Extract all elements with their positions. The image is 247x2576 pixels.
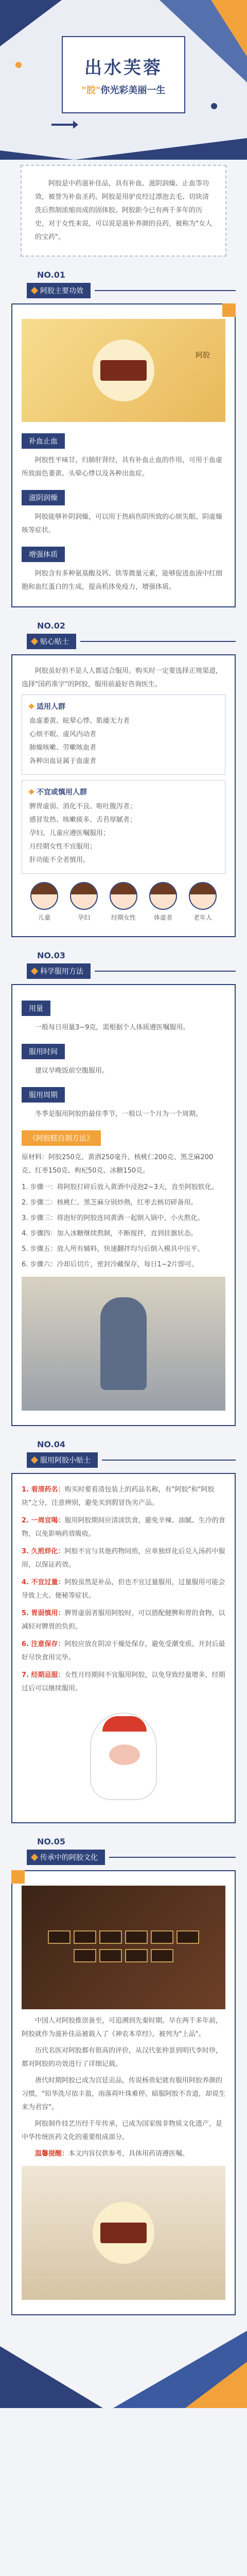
- page-subtitle: [82, 83, 166, 96]
- suitable-box: [22, 694, 225, 775]
- person-icon: [30, 882, 58, 910]
- list-item: 脾胃虚弱、消化不良、呕吐腹泻者；: [29, 803, 137, 810]
- section-frame: [11, 1870, 236, 2315]
- block-text: 阿胶性平味甘，归肺肝肾经，具有补血止血的作用，可用于血虚所致面色萎黄、头晕心悸以及各种出血症。: [22, 456, 223, 478]
- section-number: NO.04: [37, 1439, 65, 1449]
- person-icon: [149, 882, 177, 910]
- corner-accent: [222, 303, 236, 317]
- step-item: 1. 步骤一：将阿胶打碎后放入黄酒中浸泡2~3天，直至阿胶软化。: [22, 1183, 218, 1191]
- section-tag: [27, 1452, 98, 1468]
- tip-text: 服用阿胶期间应清淡饮食，避免辛辣、油腻、生冷的食物，以免影响药效吸收。: [22, 1517, 225, 1538]
- section-tag: [27, 963, 91, 979]
- steps-list: [22, 1181, 225, 1272]
- tip-item: [22, 1576, 225, 1603]
- box-title-text: 不宜或慎用人群: [37, 788, 87, 796]
- block-text: 阿胶能够补阴润燥，可以用于热病伤阴所致的心烦失眠、阴虚燥咳等症状。: [22, 513, 223, 534]
- decor-triangle: [0, 0, 62, 46]
- section-title: 科学服用方法: [40, 968, 83, 976]
- tip-text: 购买时要看清包装上的药品名称，有"阿胶"和"阿胶块"之分，注意辨别，避免买到假冒伪劣产品。: [22, 1486, 215, 1507]
- lady-figure-image: [100, 1297, 147, 1390]
- tip-text: 脾胃虚弱者服用阿胶时，可以搭配健脾和胃的食物，以减轻对脾胃的负担。: [22, 1609, 225, 1631]
- cake-piece-image: [99, 1930, 122, 1944]
- tip-key: 1. 看清药名：: [22, 1486, 65, 1494]
- step-item: 3. 步骤三：将泡好的阿胶连同黄酒一起倒入锅中，小火熬化。: [22, 1214, 204, 1222]
- ejiao-image: [93, 2202, 154, 2264]
- method-intro: 原材料：阿胶250克、黄酒250毫升、核桃仁200克、黑芝麻200克、红枣150克、枸杞50克、冰糖150克。: [22, 1154, 214, 1175]
- section-tag: [27, 1850, 105, 1865]
- section-number: NO.03: [37, 951, 65, 960]
- subtitle-highlight: "胶": [81, 84, 101, 96]
- tip-key: 3. 久煎烊化：: [22, 1548, 65, 1555]
- section-frame: [11, 654, 236, 937]
- section-tag: [27, 634, 76, 649]
- avatar: [106, 882, 141, 922]
- note-text: 本文内容仅供参考，具体用药请遵医嘱。: [68, 2150, 189, 2158]
- section-header: [11, 634, 236, 649]
- avatar: [27, 882, 62, 922]
- tip-text: 阿胶不宜与其他药物同煎，应单独烊化后兑入汤药中服用，以保证药效。: [22, 1548, 225, 1569]
- section-header: [11, 963, 236, 979]
- block-title: 补血止血: [22, 433, 65, 449]
- tip-text: 女性月经期间不宜服用阿胶，以免导致经量增多，经期过后可以继续服用。: [22, 1671, 225, 1692]
- tip-key: 4. 不宜过量：: [22, 1579, 65, 1586]
- person-icon: [70, 882, 98, 910]
- block-title: 用量: [22, 1001, 50, 1016]
- ejiao-photo: [22, 319, 225, 422]
- tip-item: [22, 1607, 225, 1634]
- corner-accent: [11, 1870, 25, 1884]
- diamond-icon: [28, 703, 34, 709]
- avatar-label: 体虚者: [153, 914, 172, 921]
- divider: [95, 290, 236, 291]
- cake-piece-image: [125, 1930, 148, 1944]
- section-number: NO.02: [37, 621, 65, 631]
- box-title: [29, 787, 218, 797]
- ejiao-collage-photo: [22, 2166, 225, 2300]
- step-item: 5. 步骤五：放入所有辅料，快速翻拌均匀后倒入模具中压平。: [22, 1245, 204, 1253]
- diamond-icon: [31, 1854, 38, 1861]
- tip-item: [22, 1483, 225, 1510]
- avatar-label: 儿童: [38, 914, 50, 921]
- tip-item: [22, 1669, 225, 1696]
- tip-key: 5. 胃弱慎用：: [22, 1609, 65, 1617]
- mascot-icon: [90, 1713, 157, 1800]
- cake-piece-image: [177, 1930, 199, 1944]
- section-header: [11, 283, 236, 298]
- step-item: 2. 步骤二：核桃仁、黑芝麻分别炒熟，红枣去核切碎备用。: [22, 1199, 198, 1207]
- section-3: [11, 951, 236, 1426]
- avatar-label: 孕妇: [77, 914, 90, 921]
- method-title: 《阿胶糕自制方法》: [22, 1130, 101, 1146]
- avatar: [185, 882, 220, 922]
- ejiao-cake-photo: [22, 1886, 225, 2009]
- title-card: [62, 36, 185, 113]
- culture-text: 阿胶制作技艺历经千年传承，已成为国家级非物质文化遗产，是中华传统医药文化的重要组成部分。: [22, 2120, 223, 2141]
- tip-item: [22, 1638, 225, 1665]
- section-5: [11, 1837, 236, 2315]
- culture-text: 中国人对阿胶推崇备至，可追溯到先秦时期。早在两千多年前，阿胶就作为滋补佳品被载入了《神农本草经》，被列为"上品"。: [22, 2017, 223, 2038]
- box-title-text: 适用人群: [37, 703, 65, 711]
- list-item: 感冒发热、咳嗽痰多、舌苔厚腻者；: [29, 816, 137, 824]
- cake-piece-image: [48, 1930, 70, 1944]
- list-item: 肺燥咳嗽、劳嗽咳血者: [29, 744, 97, 752]
- section-tag: [27, 283, 91, 298]
- block-title: 增强体质: [22, 547, 65, 562]
- intro-text: 阿胶是中药滋补佳品，具有补血、滋阴润燥、止血等功效，被誉为补血圣药。阿胶是用驴皮经过漂泡去毛、切块清洗后熬制浓缩而成的固体胶。阿胶距今已有两千多年的历史，对于女性来说，可以说是滋补养颜的良药，被称为"女人的宝药"。: [21, 165, 226, 257]
- decor-triangle: [185, 2362, 247, 2408]
- divider: [80, 641, 236, 642]
- tip-key: 7. 经期忌服：: [22, 1671, 65, 1679]
- decor-dot: [211, 103, 217, 109]
- cake-piece-image: [151, 1930, 173, 1944]
- avatar-label: 经期女性: [111, 914, 136, 921]
- block-text: 建议早晚饭前空腹服用。: [35, 1067, 109, 1075]
- diamond-icon: [31, 638, 38, 645]
- decor-bar: [0, 129, 247, 160]
- block-title: 滋阴润燥: [22, 490, 65, 505]
- section-header: [11, 1452, 236, 1468]
- section-intro: 阿胶虽好但不是人人都适合服用。购买时一定要选择正规渠道，选择"国药准字"的阿胶，服用前最好咨询医生。: [22, 667, 223, 688]
- divider: [102, 1460, 236, 1461]
- ejiao-block-image: [100, 2223, 147, 2243]
- block-text: 冬季是服用阿胶的最佳季节，一般以一个月为一个周期。: [35, 1110, 203, 1118]
- cake-piece-image: [74, 1930, 96, 1944]
- section-frame: [11, 984, 236, 1426]
- painting-image: [22, 1277, 225, 1411]
- divider: [109, 1857, 236, 1858]
- tip-key: 2. 一周宜喝：: [22, 1517, 65, 1524]
- culture-text: 历代名医对阿胶都有很高的评价，从汉代张仲景到明代李时珍，都对阿胶的功效进行了详细记载。: [22, 2047, 223, 2068]
- step-item: 6. 步骤六：冷却后切片，密封冷藏保存，每日1~2片即可。: [22, 1261, 198, 1268]
- section-frame: [11, 1473, 236, 1823]
- cake-piece-image: [151, 1949, 173, 1962]
- cake-pieces: [46, 1929, 201, 1966]
- avatar: [66, 882, 101, 922]
- diamond-icon: [28, 789, 34, 794]
- diamond-icon: [31, 1456, 38, 1464]
- diamond-icon: [31, 968, 38, 975]
- list-item: 各种出血证属于血虚者: [29, 757, 97, 765]
- diamond-icon: [31, 287, 38, 294]
- block-text: 一般每日用量3~9克，需根据个人体质遵医嘱服用。: [35, 1024, 190, 1031]
- culture-text: 唐代时期阿胶已成为宫廷贡品，传说杨贵妃就有服用阿胶养颜的习惯，"铅华洗尽依丰盈，雨落荷叶珠难停。暗服阿胶不肯道，却说生来为君容"。: [22, 2077, 225, 2111]
- unsuitable-box: [22, 780, 225, 874]
- block-title: 服用时间: [22, 1044, 65, 1059]
- hero-banner: [0, 0, 247, 160]
- section-title: 服用阿胶小贴士: [40, 1456, 91, 1465]
- avatar-label: 老年人: [193, 914, 212, 921]
- block-text: 阿胶含有多种氨基酸及钙、铁等微量元素，能够促进血液中红细胞和血红蛋白的生成，提高机体免疫力，增强体质。: [22, 570, 223, 591]
- decor-dot: [15, 62, 22, 68]
- cake-piece-image: [99, 1949, 122, 1962]
- tip-key: 6. 注意保存：: [22, 1640, 65, 1648]
- decor-triangle: [0, 2346, 103, 2408]
- list-item: 心烦不眠、虚风内动者: [29, 731, 97, 738]
- list-item: 血虚萎黄、眩晕心悸、肌痿无力者: [29, 717, 130, 725]
- subtitle-text: 你光彩美丽一生: [100, 84, 166, 96]
- step-item: 4. 步骤四：加入冰糖继续熬制，不断搅拌，直到挂旗状态。: [22, 1230, 198, 1238]
- ejiao-block-image: [100, 360, 147, 381]
- section-1: [11, 270, 236, 607]
- avatar-row: [22, 879, 225, 927]
- person-icon: [189, 882, 217, 910]
- avatar: [146, 882, 181, 922]
- cake-piece-image: [125, 1949, 148, 1962]
- section-frame: [11, 303, 236, 607]
- page-title: 出水芙蓉: [84, 57, 163, 78]
- section-number: NO.01: [37, 270, 65, 280]
- section-2: [11, 621, 236, 937]
- tip-item: [22, 1514, 225, 1541]
- mascot-illustration: [22, 1700, 225, 1813]
- arrow-icon: [51, 124, 77, 126]
- section-number: NO.05: [37, 1837, 65, 1846]
- divider: [95, 971, 236, 972]
- list-item: 月经期女性不宜服用；: [29, 843, 97, 851]
- footer-decor: [0, 2331, 247, 2408]
- note-key: 温馨提醒：: [35, 2150, 69, 2158]
- section-4: [11, 1439, 236, 1823]
- block-title: 服用周期: [22, 1087, 65, 1103]
- tip-text: 阿胶应放在阴凉干燥处保存，避免受潮变质。开封后最好尽快食用完毕。: [22, 1640, 225, 1662]
- tip-item: [22, 1545, 225, 1572]
- list-item: 肝功能不全者慎用。: [29, 856, 90, 864]
- section-header: [11, 1850, 236, 1865]
- tip-text: 阿胶虽然是补品，但也不宜过量服用，过量服用可能会导致上火、便秘等症状。: [22, 1579, 225, 1600]
- photo-caption: 阿胶: [196, 351, 210, 360]
- box-title: [29, 701, 218, 711]
- section-title: 阿胶主要功效: [40, 287, 83, 295]
- section-title: 传承中的阿胶文化: [40, 1854, 98, 1862]
- cake-piece-image: [74, 1949, 96, 1962]
- decor-triangle: [211, 0, 247, 57]
- ejiao-image: [93, 340, 154, 401]
- note: [22, 2147, 225, 2161]
- list-item: 孕妇、儿童应遵医嘱服用；: [29, 829, 110, 837]
- person-icon: [110, 882, 137, 910]
- section-title: 贴心贴士: [40, 638, 69, 646]
